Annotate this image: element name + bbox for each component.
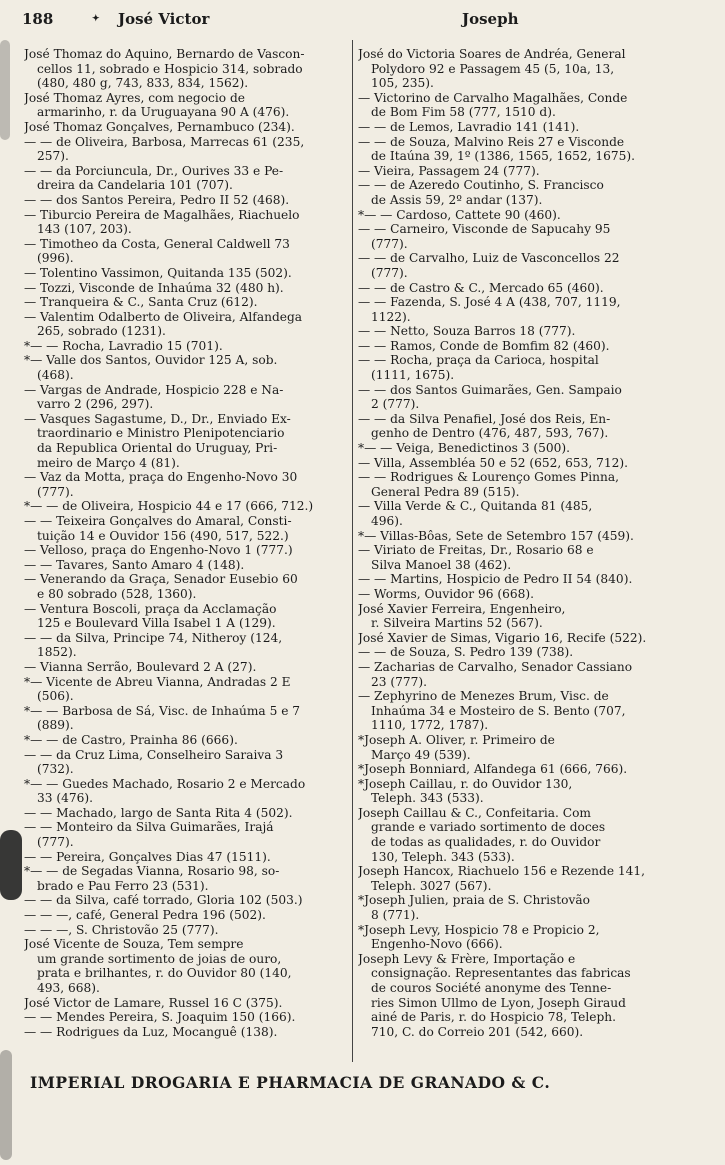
- directory-entry: [358, 135, 680, 164]
- directory-entry: [24, 675, 350, 704]
- entry-first-line: — Timotheo da Costa, General Caldwell 73: [24, 236, 290, 251]
- directory-entry: [24, 558, 350, 573]
- entry-first-line: — Ventura Boscoli, praça da Acclamação: [24, 601, 277, 616]
- entry-first-line: — Tranqueira & C., Santa Cruz (612).: [24, 295, 258, 310]
- entry-first-line: *— — de Oliveira, Hospicio 44 e 17 (666, 712.): [24, 499, 314, 514]
- entry-continuation-line: de todas as qualidades, r. do Ouvidor: [371, 835, 601, 850]
- entry-first-line: — — Machado, largo de Santa Rita 4 (502).: [24, 805, 293, 820]
- directory-entry: [358, 543, 680, 572]
- directory-entry: [358, 441, 680, 456]
- directory-entry: [358, 499, 680, 528]
- header-ornament: ✦: [92, 14, 100, 24]
- directory-entry: [24, 806, 350, 821]
- entry-first-line: José Victor de Lamare, Russel 16 C (375).: [24, 995, 283, 1010]
- entry-first-line: — — de Souza, Malvino Reis 27 e Visconde: [358, 134, 625, 149]
- directory-entry: [24, 733, 350, 748]
- entry-continuation-line: de couros Société anonyme des Tenne-: [371, 981, 612, 995]
- entry-first-line: — Tolentino Vassimon, Quitanda 135 (502).: [24, 265, 292, 280]
- entry-first-line: Joseph Caillau & C., Confeitaria. Com: [358, 805, 591, 820]
- directory-entry: [24, 820, 350, 849]
- directory-entry: [24, 193, 350, 208]
- entry-continuation-line: 1110, 1772, 1787).: [371, 718, 489, 733]
- directory-entry: [24, 908, 350, 923]
- entry-continuation-line: 130, Teleph. 343 (533).: [371, 849, 515, 864]
- entry-first-line: — Victorino de Carvalho Magalhães, Conde: [358, 90, 628, 105]
- directory-entry: [24, 850, 350, 865]
- entry-first-line: *— — de Segadas Vianna, Rosario 98, so-: [24, 864, 280, 879]
- directory-entry: [24, 470, 350, 499]
- entry-first-line: — — da Silva, café torrado, Gloria 102 (503.): [24, 893, 303, 908]
- entry-first-line: Joseph Hancox, Riachuelo 156 e Rezende 141,: [358, 864, 646, 879]
- directory-entry: [358, 529, 680, 544]
- directory-entry: [358, 689, 680, 733]
- entry-continuation-line: grande e variado sortimento de doces: [371, 820, 606, 835]
- entry-continuation-line: 496).: [371, 514, 403, 528]
- directory-entry: [358, 762, 680, 777]
- entry-first-line: *— Valle dos Santos, Ouvidor 125 A, sob.: [24, 353, 278, 368]
- entry-continuation-line: 143 (107, 203).: [37, 222, 132, 237]
- directory-entry: [358, 353, 680, 382]
- entry-continuation-line: prata e brilhantes, r. do Ouvidor 80 (140,: [37, 966, 292, 981]
- directory-entry: [24, 937, 350, 995]
- directory-entry: [24, 1010, 350, 1025]
- entry-first-line: *— — de Castro, Prainha 86 (666).: [24, 732, 238, 747]
- entry-first-line: — Villa, Assembléa 50 e 52 (652, 653, 712).: [358, 455, 629, 470]
- directory-entry: [24, 295, 350, 310]
- entry-first-line: — Tiburcio Pereira de Magalhães, Riachuelo: [24, 207, 300, 222]
- entry-first-line: — — de Oliveira, Barbosa, Marrecas 61 (235,: [24, 134, 305, 149]
- page-edge-shadow: [0, 40, 10, 140]
- entry-first-line: — — Netto, Souza Barros 18 (777).: [358, 324, 576, 339]
- entry-first-line: *Joseph Julien, praia de S. Christovão: [358, 893, 591, 908]
- entry-continuation-line: Inhaúma 34 e Mosteiro de S. Bento (707,: [371, 703, 626, 718]
- directory-entry: [24, 266, 350, 281]
- entry-continuation-line: traordinario e Ministro Plenipotenciario: [37, 426, 285, 441]
- directory-entry: [358, 923, 680, 952]
- entry-continuation-line: ries Simon Ullmo de Lyon, Joseph Giraud: [371, 995, 626, 1010]
- directory-entry: [358, 587, 680, 602]
- directory-entry: [24, 602, 350, 631]
- entry-first-line: José Xavier de Simas, Vigario 16, Recife (522).: [358, 630, 647, 645]
- entry-first-line: — — Rocha, praça da Carioca, hospital: [358, 353, 599, 368]
- entry-first-line: José Xavier Ferreira, Engenheiro,: [358, 601, 566, 616]
- directory-entry: [358, 470, 680, 499]
- entry-first-line: *— — Barbosa de Sá, Visc. de Inhaúma 5 e 7: [24, 703, 301, 718]
- entry-first-line: — — Tavares, Santo Amaro 4 (148).: [24, 557, 245, 572]
- entry-first-line: José Thomaz do Aquino, Bernardo de Vascon-: [24, 47, 305, 61]
- entry-continuation-line: consignação. Representantes das fabricas: [371, 966, 631, 981]
- entry-first-line: — — Rodrigues & Lourenço Gomes Pinna,: [358, 470, 619, 485]
- directory-entry: [24, 543, 350, 558]
- entry-continuation-line: 2 (777).: [371, 397, 420, 412]
- directory-entry: [24, 514, 350, 543]
- entry-continuation-line: genho de Dentro (476, 487, 593, 767).: [371, 426, 609, 441]
- entry-first-line: — Villa Verde & C., Quitanda 81 (485,: [358, 499, 593, 514]
- entry-first-line: — — da Cruz Lima, Conselheiro Saraiva 3: [24, 747, 284, 762]
- directory-entry: [358, 733, 680, 762]
- entry-continuation-line: 493, 668).: [37, 981, 100, 995]
- entry-first-line: *— Villas-Bôas, Sete de Setembro 157 (459).: [358, 528, 634, 543]
- entry-first-line: — Viriato de Freitas, Dr., Rosario 68 e: [358, 543, 594, 558]
- entry-first-line: — — Ramos, Conde de Bomfim 82 (460).: [358, 338, 610, 353]
- entry-continuation-line: meiro de Março 4 (81).: [37, 455, 180, 470]
- directory-entry: [358, 208, 680, 223]
- entry-continuation-line: (777).: [371, 236, 408, 251]
- directory-entry: [358, 339, 680, 354]
- entry-first-line: — Vianna Serrão, Boulevard 2 A (27).: [24, 659, 257, 674]
- entry-continuation-line: (506).: [37, 689, 74, 704]
- directory-entry: [358, 47, 680, 91]
- entry-first-line: — — Mendes Pereira, S. Joaquim 150 (166).: [24, 1010, 296, 1025]
- entry-first-line: — Velloso, praça do Engenho-Novo 1 (777.): [24, 543, 293, 558]
- entry-continuation-line: 257).: [37, 149, 69, 164]
- directory-entry: [24, 631, 350, 660]
- directory-entry: [24, 893, 350, 908]
- directory-entry: [24, 310, 350, 339]
- entry-first-line: — — de Castro & C., Mercado 65 (460).: [358, 280, 604, 295]
- directory-entry: [358, 806, 680, 864]
- directory-entry: [358, 412, 680, 441]
- directory-entry: [24, 499, 350, 514]
- entry-first-line: — — Pereira, Gonçalves Dias 47 (1511).: [24, 849, 271, 864]
- entry-first-line: José Thomaz Ayres, com negocio de: [24, 90, 245, 105]
- entry-first-line: *— Vicente de Abreu Vianna, Andradas 2 E: [24, 674, 291, 689]
- entry-first-line: Joseph Levy & Frère, Importação e: [358, 951, 576, 966]
- entry-first-line: — — Martins, Hospicio de Pedro II 54 (840).: [358, 572, 633, 587]
- directory-entry: [358, 631, 680, 646]
- directory-entry: [24, 777, 350, 806]
- entry-continuation-line: 33 (476).: [37, 791, 94, 806]
- directory-entry: [24, 996, 350, 1011]
- entry-continuation-line: General Pedra 89 (515).: [371, 484, 520, 499]
- entry-first-line: José Thomaz Gonçalves, Pernambuco (234).: [24, 119, 295, 134]
- directory-entry: [24, 135, 350, 164]
- directory-entry: [24, 91, 350, 120]
- entry-continuation-line: Silva Manoel 38 (462).: [371, 557, 512, 572]
- directory-entry: [358, 660, 680, 689]
- left-column: [24, 47, 350, 1062]
- directory-entry: [358, 324, 680, 339]
- entry-first-line: — — dos Santos Pereira, Pedro II 52 (468).: [24, 192, 290, 207]
- entry-continuation-line: 1122).: [371, 309, 411, 324]
- entry-continuation-line: Março 49 (539).: [371, 747, 471, 762]
- entry-first-line: — — de Souza, S. Pedro 139 (738).: [358, 645, 574, 660]
- directory-entry: [24, 208, 350, 237]
- directory-entry: [358, 222, 680, 251]
- entry-first-line: *Joseph Bonniard, Alfandega 61 (666, 766).: [358, 762, 628, 777]
- header-right-title: Joseph: [462, 10, 519, 28]
- entry-first-line: — — Teixeira Gonçalves do Amaral, Consti-: [24, 514, 292, 528]
- entry-continuation-line: 125 e Boulevard Villa Isabel 1 A (129).: [37, 616, 276, 631]
- entry-first-line: — Venerando da Graça, Senador Eusebio 60: [24, 572, 298, 587]
- entry-first-line: *— — Veiga, Benedictinos 3 (500).: [358, 441, 570, 456]
- directory-entry: [24, 353, 350, 382]
- entry-continuation-line: 265, sobrado (1231).: [37, 324, 166, 339]
- entry-continuation-line: da Republica Oriental do Uruguay, Pri-: [37, 441, 278, 456]
- directory-entry: [358, 602, 680, 631]
- entry-continuation-line: (468).: [37, 368, 74, 383]
- entry-first-line: — Zephyrino de Menezes Brum, Visc. de: [358, 689, 609, 704]
- directory-entry: [24, 164, 350, 193]
- page-number: 188: [22, 10, 54, 28]
- directory-entry: [358, 178, 680, 207]
- ink-stain: [0, 830, 22, 900]
- directory-entry: [358, 281, 680, 296]
- entry-continuation-line: (1111, 1675).: [371, 368, 455, 383]
- entry-continuation-line: um grande sortimento de joias de ouro,: [37, 951, 282, 966]
- entry-continuation-line: tuição 14 e Ouvidor 156 (490, 517, 522.): [37, 528, 289, 543]
- entry-first-line: — — de Lemos, Lavradio 141 (141).: [358, 119, 580, 134]
- running-header: [0, 10, 725, 32]
- entry-first-line: — Valentim Odalberto de Oliveira, Alfandega: [24, 309, 303, 324]
- page-edge-shadow-bottom: [0, 1050, 12, 1160]
- directory-entry: [24, 383, 350, 412]
- directory-entry: [24, 704, 350, 733]
- entry-continuation-line: ainé de Paris, r. do Hospicio 78, Teleph.: [371, 1010, 617, 1025]
- entry-first-line: — — de Carvalho, Luiz de Vasconcellos 22: [358, 251, 620, 266]
- entry-first-line: *Joseph A. Oliver, r. Primeiro de: [358, 732, 555, 747]
- directory-entry: [358, 251, 680, 280]
- entry-continuation-line: Polydoro 92 e Passagem 45 (5, 10a, 13,: [371, 61, 615, 76]
- entry-first-line: — — Fazenda, S. José 4 A (438, 707, 1119,: [358, 295, 621, 310]
- directory-entry: [24, 923, 350, 938]
- directory-entry: [358, 383, 680, 412]
- entry-continuation-line: (777).: [37, 484, 74, 499]
- directory-entry: [358, 893, 680, 922]
- entry-continuation-line: 23 (777).: [371, 674, 428, 689]
- entry-first-line: — — Rodrigues da Luz, Mocanguê (138).: [24, 1024, 278, 1039]
- entry-first-line: — — da Porciuncula, Dr., Ourives 33 e Pe-: [24, 163, 284, 178]
- entry-continuation-line: de Assis 59, 2º andar (137).: [371, 192, 543, 207]
- entry-continuation-line: dreira da Candelaria 101 (707).: [37, 178, 233, 193]
- entry-first-line: *— — Rocha, Lavradio 15 (701).: [24, 338, 223, 353]
- directory-entry: [24, 660, 350, 675]
- directory-entry: [358, 164, 680, 179]
- entry-continuation-line: 1852).: [37, 645, 77, 660]
- entry-first-line: — Vargas de Andrade, Hospicio 228 e Na-: [24, 382, 284, 397]
- entry-continuation-line: de Bom Fim 58 (777, 1510 d).: [371, 105, 556, 120]
- directory-entry: [24, 572, 350, 601]
- entry-continuation-line: (996).: [37, 251, 74, 266]
- directory-entry: [358, 864, 680, 893]
- directory-entry: [358, 91, 680, 120]
- directory-entry: [358, 572, 680, 587]
- entry-first-line: — — de Azeredo Coutinho, S. Francisco: [358, 178, 604, 193]
- entry-first-line: — Worms, Ouvidor 96 (668).: [358, 586, 534, 601]
- entry-first-line: — — —, café, General Pedra 196 (502).: [24, 908, 266, 923]
- directory-entry: [24, 47, 350, 91]
- entry-first-line: *— — Guedes Machado, Rosario 2 e Mercado: [24, 776, 306, 791]
- directory-entry: [358, 120, 680, 135]
- directory-entry: [358, 295, 680, 324]
- entry-first-line: — — Carneiro, Visconde de Sapucahy 95: [358, 222, 611, 237]
- entry-continuation-line: armarinho, r. da Uruguayana 90 A (476).: [37, 105, 290, 120]
- directory-entry: [24, 120, 350, 135]
- entry-continuation-line: Teleph. 343 (533).: [371, 791, 484, 806]
- footer-advertisement: IMPERIAL DROGARIA E PHARMACIA DE GRANADO & C.: [30, 1073, 551, 1092]
- entry-first-line: — — Monteiro da Silva Guimarães, Irajá: [24, 820, 274, 835]
- directory-entry: [358, 777, 680, 806]
- entry-continuation-line: 710, C. do Correio 201 (542, 660).: [371, 1024, 584, 1039]
- entry-continuation-line: de Itaúna 39, 1º (1386, 1565, 1652, 1675).: [371, 149, 636, 164]
- entry-continuation-line: Engenho-Novo (666).: [371, 937, 503, 952]
- entry-continuation-line: (777).: [37, 835, 74, 850]
- entry-first-line: — — da Silva, Principe 74, Nitheroy (124,: [24, 630, 283, 645]
- entry-continuation-line: r. Silveira Martins 52 (567).: [371, 616, 543, 631]
- entry-continuation-line: varro 2 (296, 297).: [37, 397, 154, 412]
- directory-entry: [24, 864, 350, 893]
- entry-continuation-line: (777).: [371, 265, 408, 280]
- directory-entry: [24, 339, 350, 354]
- entry-continuation-line: cellos 11, sobrado e Hospicio 314, sobrado: [37, 61, 303, 76]
- entry-first-line: José do Victoria Soares de Andréa, General: [358, 47, 626, 61]
- entry-continuation-line: (480, 480 g, 743, 833, 834, 1562).: [37, 76, 249, 91]
- entry-first-line: — Vasques Sagastume, D., Dr., Enviado Ex-: [24, 411, 291, 426]
- entry-first-line: — Vieira, Passagem 24 (777).: [358, 163, 540, 178]
- right-column: [358, 47, 680, 1062]
- directory-entry: [24, 237, 350, 266]
- directory-entry: [24, 748, 350, 777]
- directory-entry: [24, 1025, 350, 1040]
- directory-entry: [358, 456, 680, 471]
- directory-entry: [358, 952, 680, 1040]
- entry-first-line: *Joseph Caillau, r. do Ouvidor 130,: [358, 776, 573, 791]
- entry-continuation-line: brado e Pau Ferro 23 (531).: [37, 878, 209, 893]
- entry-continuation-line: (732).: [37, 762, 74, 777]
- entry-first-line: José Vicente de Souza, Tem sempre: [24, 937, 244, 952]
- entry-continuation-line: (889).: [37, 718, 74, 733]
- entry-first-line: — — dos Santos Guimarães, Gen. Sampaio: [358, 382, 622, 397]
- header-left-title: José Victor: [118, 10, 210, 28]
- entry-first-line: — — da Silva Penafiel, José dos Reis, En-: [358, 411, 611, 426]
- entry-first-line: — Vaz da Motta, praça do Engenho-Novo 30: [24, 470, 298, 485]
- directory-entry: [24, 281, 350, 296]
- directory-entry: [358, 645, 680, 660]
- entry-first-line: *Joseph Levy, Hospicio 78 e Propicio 2,: [358, 922, 600, 937]
- entry-first-line: — Tozzi, Visconde de Inhaúma 32 (480 h).: [24, 280, 284, 295]
- entry-first-line: — — —, S. Christovão 25 (777).: [24, 922, 219, 937]
- column-divider: [352, 40, 353, 1062]
- entry-first-line: *— — Cardoso, Cattete 90 (460).: [358, 207, 561, 222]
- entry-continuation-line: Teleph. 3027 (567).: [371, 878, 492, 893]
- entry-first-line: — Zacharias de Carvalho, Senador Cassiano: [358, 659, 633, 674]
- entry-continuation-line: 8 (771).: [371, 908, 420, 923]
- entry-continuation-line: e 80 sobrado (528, 1360).: [37, 586, 197, 601]
- entry-continuation-line: 105, 235).: [371, 76, 434, 91]
- directory-entry: [24, 412, 350, 470]
